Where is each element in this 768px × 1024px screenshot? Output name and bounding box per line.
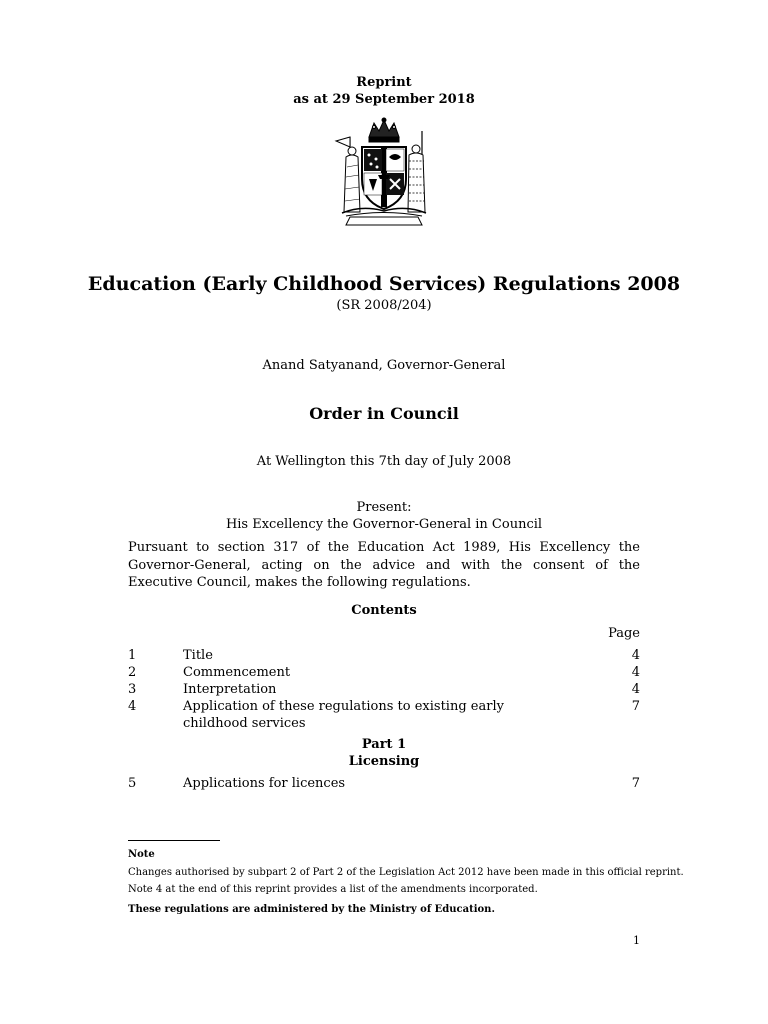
preamble-paragraph: Pursuant to section 317 of the Education Act 1989, His Excellency the Governor-General, acting on the advice and with the consent of the Executive Council, makes the following regulations. [128, 540, 640, 590]
toc-item-title[interactable]: Application of these regulations to existing early childhood services [183, 699, 504, 731]
reprint-header [0, 74, 768, 108]
place-and-date: At Wellington this 7th day of July 2008 [256, 454, 512, 469]
nz-coat-of-arms-icon [322, 117, 446, 227]
footnote-line: Note 4 at the end of this reprint provides a list of the amendments incorporated. [128, 884, 538, 895]
contents-heading: Contents [351, 603, 417, 618]
toc-item-number: 4 [128, 699, 137, 714]
footnote-administering-ministry: These regulations are administered by the Ministry of Education. [128, 904, 495, 915]
toc-item-title[interactable]: Applications for licences [183, 776, 346, 791]
contents-page-label: Page [608, 626, 640, 641]
present-detail: His Excellency the Governor-General in Council [225, 517, 543, 532]
toc-item[interactable] [128, 698, 640, 732]
part-label: Part 1 [361, 737, 407, 752]
toc-item-number: 3 [128, 682, 137, 697]
part-name: Licensing [348, 754, 420, 769]
toc-item-page: 4 [631, 648, 640, 663]
statutory-regulation-number: (SR 2008/204) [336, 298, 432, 313]
governor-general-name: Anand Satyanand, Governor-General [262, 358, 506, 373]
toc-item-page: 4 [631, 665, 640, 680]
footnote-heading: Note [128, 849, 155, 860]
toc-item-page: 7 [631, 699, 640, 714]
page-number: 1 [633, 934, 640, 947]
toc-item-number: 5 [128, 776, 137, 791]
toc-item-page: 4 [631, 682, 640, 697]
toc-item-title[interactable]: Commencement [183, 665, 291, 680]
document-title: Education (Early Childhood Services) Regulations 2008 [87, 273, 681, 295]
toc-item-number: 1 [128, 648, 137, 663]
toc-item-page: 7 [631, 776, 640, 791]
reprint-date: as at 29 September 2018 [293, 92, 475, 107]
present-label: Present: [356, 500, 412, 515]
toc-item-number: 2 [128, 665, 137, 680]
footnote-line: Changes authorised by subpart 2 of Part 2 of the Legislation Act 2012 have been made in this official reprint. [128, 867, 684, 878]
reprint-label: Reprint [356, 75, 412, 90]
part-heading [0, 736, 768, 770]
footnote-divider [128, 840, 220, 841]
toc-item-title[interactable]: Title [183, 648, 213, 663]
present-block [0, 499, 768, 533]
toc-item-title[interactable]: Interpretation [183, 682, 277, 697]
order-in-council-heading: Order in Council [309, 404, 459, 423]
